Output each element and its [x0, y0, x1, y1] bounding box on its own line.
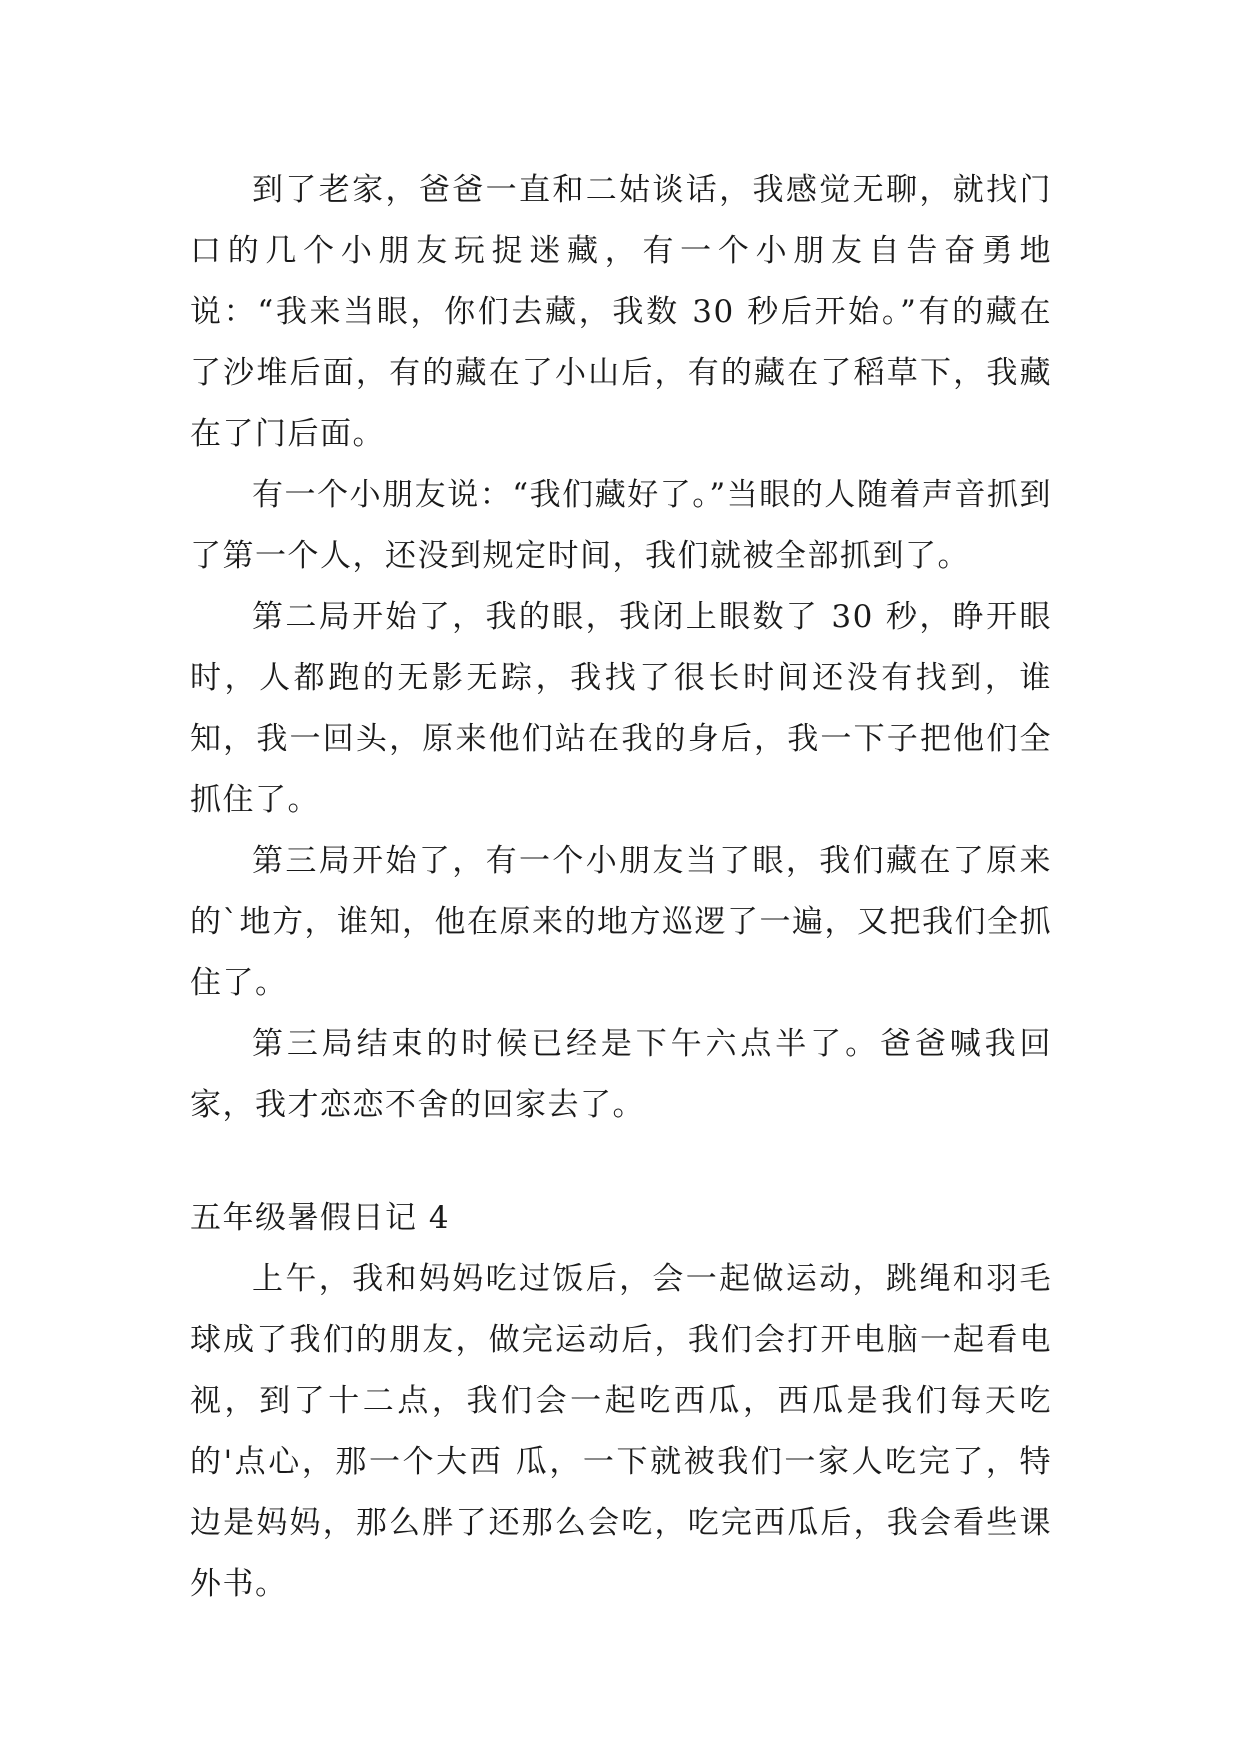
paragraph-third-round: 第三局开始了，有一个小朋友当了眼，我们藏在了原来的`地方，谁知，他在原来的地方巡逻了一遍，又把我们全抓住了。	[190, 843, 1052, 1001]
document-body	[190, 160, 1052, 1615]
paragraph-morning-routine: 上午，我和妈妈吃过饭后，会一起做运动，跳绳和羽毛球成了我们的朋友，做完运动后，我们会打开电脑一起看电视，到了十二点，我们会一起吃西瓜，西瓜是我们每天吃的'点心，那一个大西 瓜，一下就被我们一家人吃完了，特边是妈妈，那么胖了还那么会吃，吃完西瓜后，我会看些课外书。	[190, 1261, 1052, 1602]
paragraph-second-round: 第二局开始了，我的眼，我闭上眼数了 30 秒，睁开眼时，人都跑的无影无踪，我找了很长时间还没有找到，谁知，我一回头，原来他们站在我的身后，我一下子把他们全抓住了。	[190, 599, 1052, 818]
paragraph-first-round: 有一个小朋友说：“我们藏好了。”当眼的人随着声音抓到了第一个人，还没到规定时间，我们就被全部抓到了。	[190, 477, 1052, 574]
paragraph-going-home: 第三局结束的时候已经是下午六点半了。爸爸喊我回家，我才恋恋不舍的回家去了。	[190, 1026, 1052, 1123]
section-heading: 五年级暑假日记 4	[190, 1200, 451, 1236]
paragraph-arrival-hide-and-seek: 到了老家，爸爸一直和二姑谈话，我感觉无聊，就找门口的几个小朋友玩捉迷藏，有一个小朋友自告奋勇地说：“我来当眼，你们去藏，我数 30 秒后开始。”有的藏在了沙堆后面，有的藏在了小山后，有的藏在了稻草下，我藏在了门后面。	[190, 172, 1052, 452]
